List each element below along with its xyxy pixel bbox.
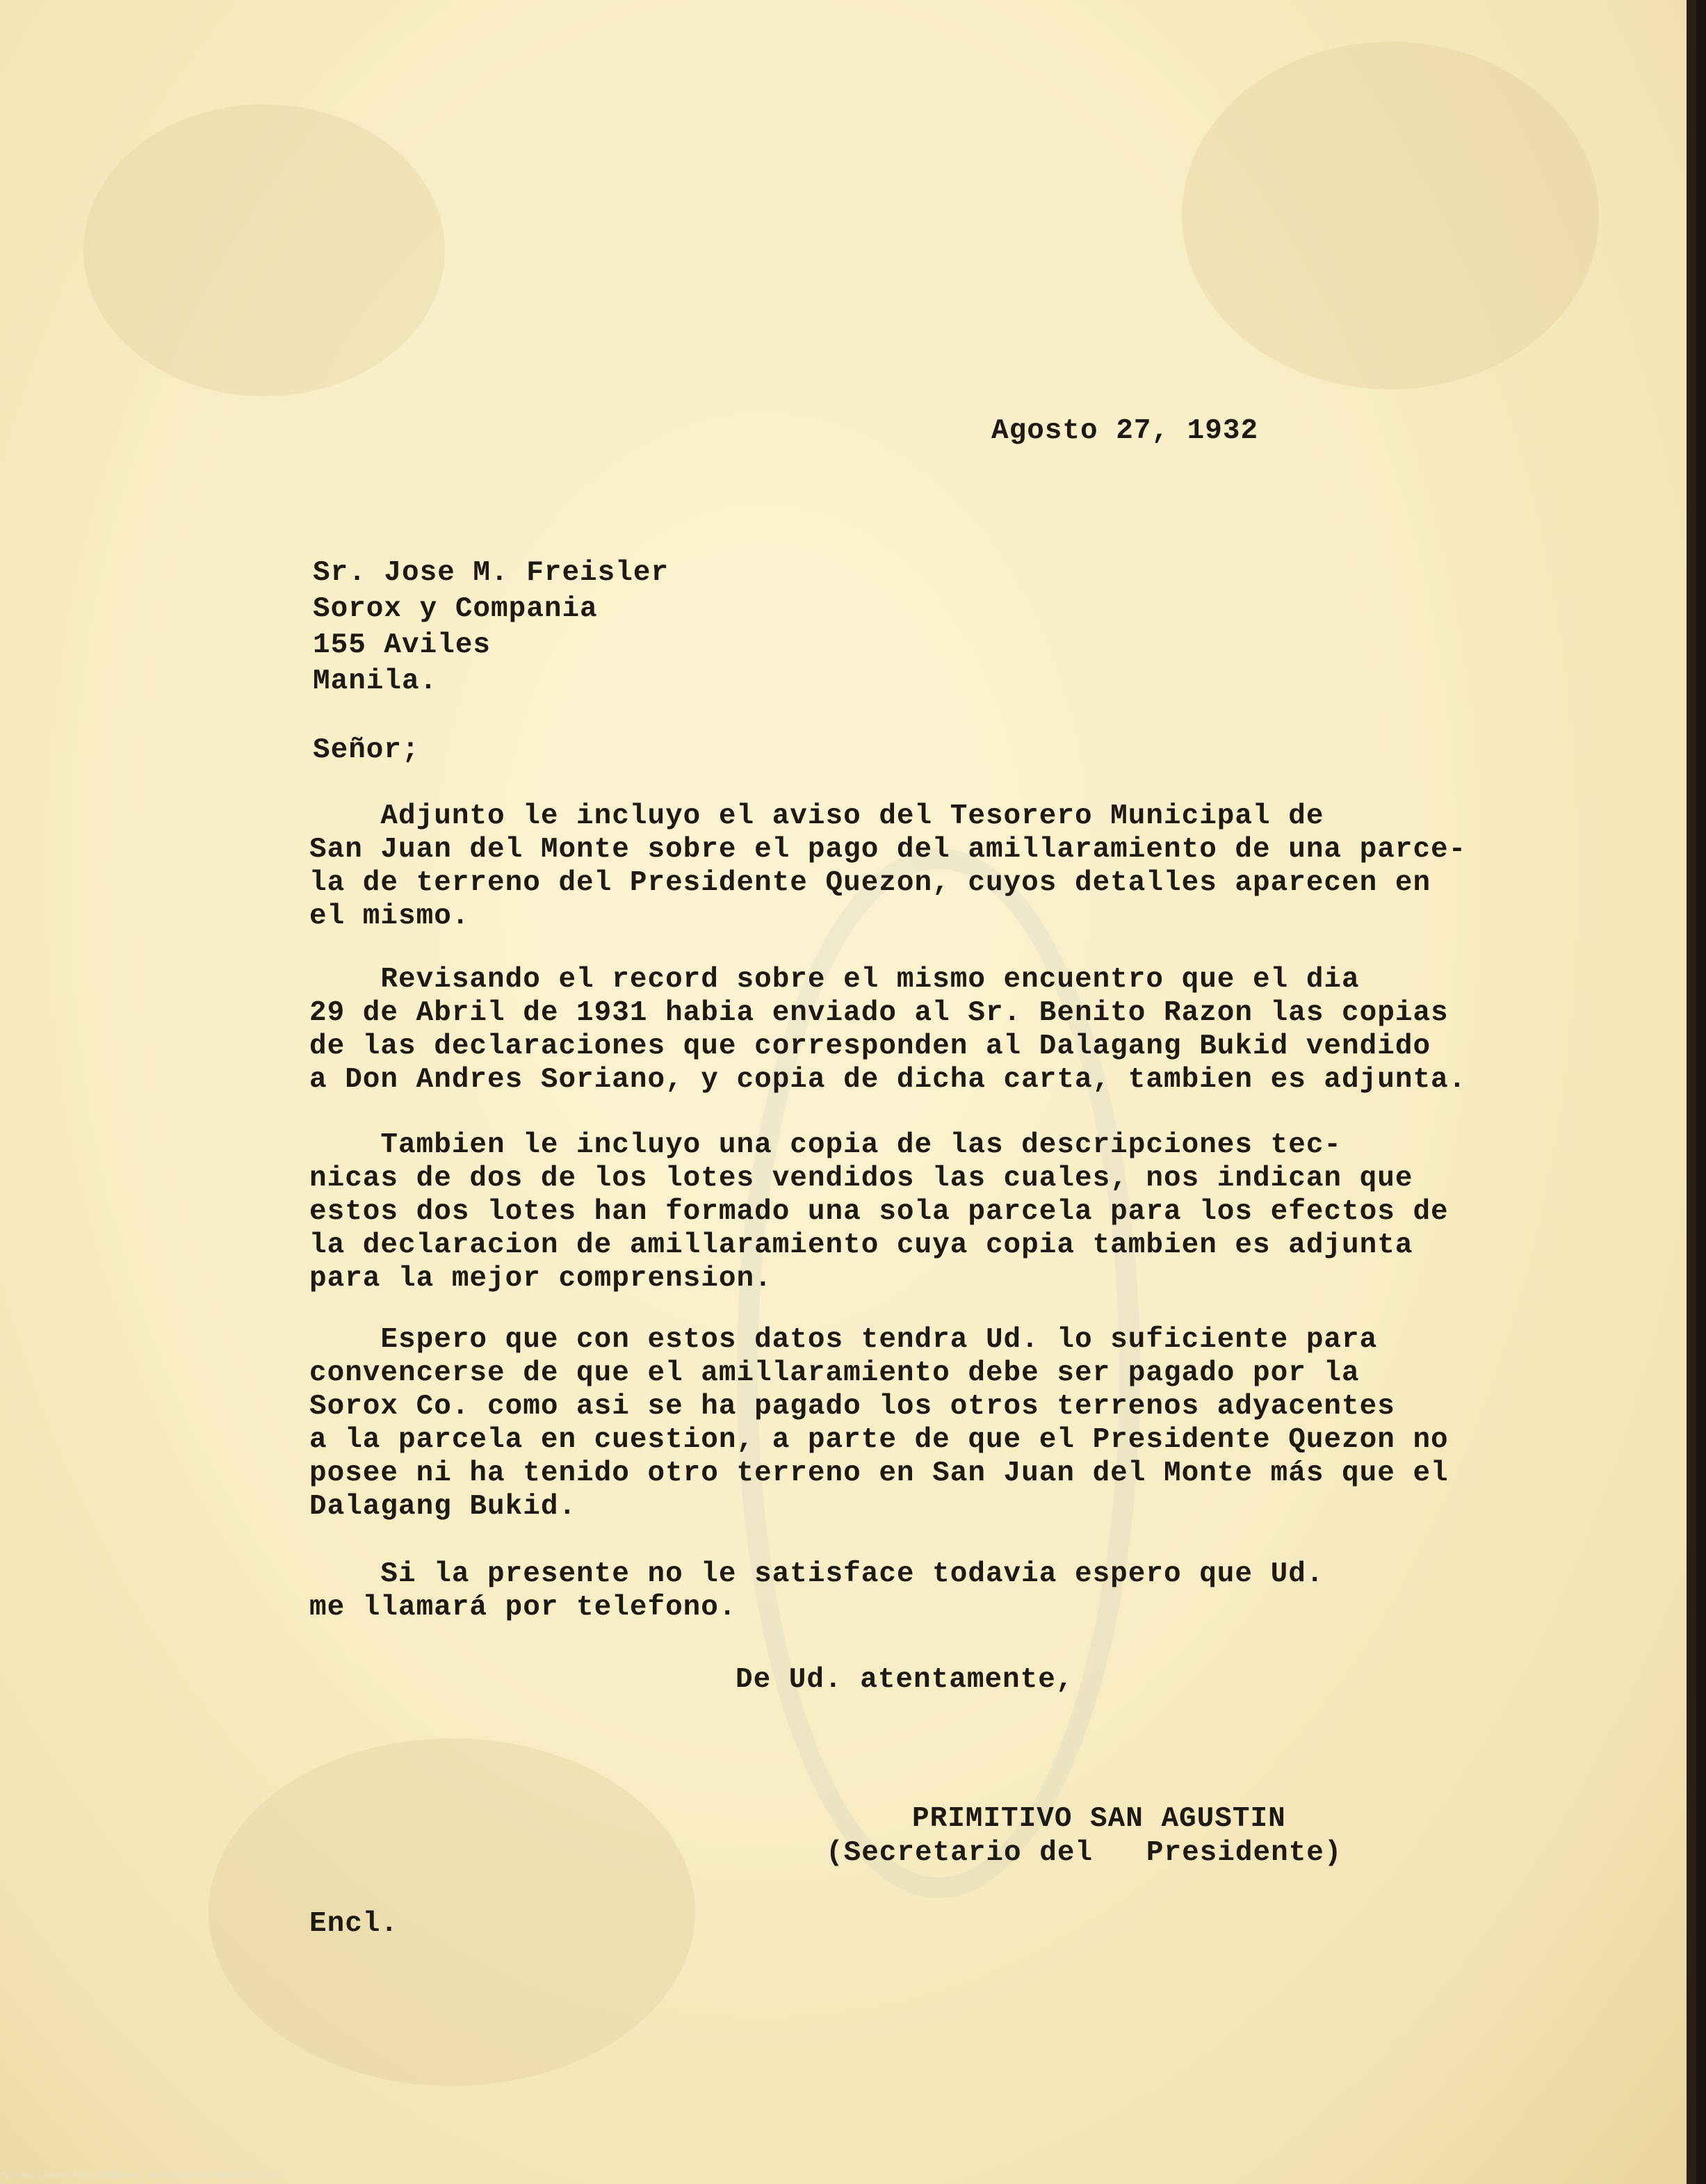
paragraph-line: posee ni ha tenido otro terreno en San Juan del Monte más que el bbox=[309, 1457, 1449, 1489]
paragraph-line: Si la presente no le satisface todavia espero que Ud. bbox=[309, 1558, 1324, 1590]
scan-footer bbox=[3, 2169, 283, 2180]
recipient-line-2: Sorox y Compania bbox=[313, 593, 598, 625]
paragraph-3 bbox=[309, 1129, 1449, 1295]
signer-title: (Secretario del Presidente) bbox=[826, 1837, 1342, 1869]
footer-institution: National Library of the Philippines bbox=[3, 2169, 138, 2180]
paragraph-4 bbox=[309, 1323, 1449, 1523]
letter-date: Agosto 27, 1932 bbox=[991, 415, 1259, 447]
salutation: Señor; bbox=[313, 734, 420, 766]
paper-stain bbox=[83, 104, 445, 396]
paragraph-line: Adjunto le incluyo el aviso del Tesorero Municipal de bbox=[309, 800, 1324, 832]
paragraph-2 bbox=[309, 963, 1466, 1097]
paragraph-line: San Juan del Monte sobre el pago del amillaramiento de una parce- bbox=[309, 834, 1467, 866]
paragraph-line: Revisando el record sobre el mismo encuentro que el dia bbox=[309, 964, 1360, 996]
recipient-line-4: Manila. bbox=[313, 665, 438, 697]
enclosure-note: Encl. bbox=[309, 1908, 399, 1940]
paragraph-line: a la parcela en cuestion, a parte de que el Presidente Quezon no bbox=[309, 1424, 1449, 1456]
paragraph-line: la de terreno del Presidente Quezon, cuyos detalles aparecen en bbox=[309, 867, 1431, 899]
recipient-line-1: Sr. Jose M. Freisler bbox=[313, 557, 669, 589]
paper-stain bbox=[209, 1738, 695, 2086]
paragraph-line: Dalagang Bukid. bbox=[309, 1491, 577, 1523]
paragraph-line: estos dos lotes han formado una sola parcela para los efectos de bbox=[309, 1196, 1449, 1228]
paragraph-1 bbox=[309, 800, 1466, 933]
paragraph-line: Espero que con estos datos tendra Ud. lo suficiente para bbox=[309, 1324, 1378, 1356]
paragraph-line: el mismo. bbox=[309, 900, 470, 932]
paragraph-line: la declaracion de amillaramiento cuya copia tambien es adjunta bbox=[309, 1229, 1413, 1261]
paragraph-5 bbox=[309, 1558, 1324, 1624]
paragraph-line: Sorox Co. como asi se ha pagado los otros terrenos adyacentes bbox=[309, 1391, 1395, 1423]
paragraph-line: para la mejor comprension. bbox=[309, 1263, 772, 1295]
paragraph-line: nicas de dos de los lotes vendidos las cuales, nos indican que bbox=[309, 1163, 1413, 1195]
paragraph-line: a Don Andres Soriano, y copia de dicha carta, tambien es adjunta. bbox=[309, 1064, 1467, 1096]
paragraph-line: convencerse de que el amillaramiento debe ser pagado por la bbox=[309, 1357, 1360, 1389]
paragraph-line: Tambien le incluyo una copia de las descripciones tec- bbox=[309, 1129, 1342, 1161]
paragraph-line: 29 de Abril de 1931 habia enviado al Sr. Benito Razon las copias bbox=[309, 997, 1449, 1029]
recipient-line-3: 155 Aviles bbox=[313, 629, 492, 661]
signer-name: PRIMITIVO SAN AGUSTIN bbox=[912, 1803, 1286, 1835]
paragraph-line: me llamará por telefono. bbox=[309, 1592, 737, 1624]
scan-edge bbox=[1687, 0, 1696, 2184]
paragraph-line: de las declaraciones que corresponden al Dalagang Bukid vendido bbox=[309, 1030, 1431, 1062]
footer-file-id: NLPMQMHS007B183F001102.tif bbox=[149, 2169, 283, 2180]
closing: De Ud. atentamente, bbox=[736, 1664, 1074, 1696]
paper-stain bbox=[1182, 42, 1599, 389]
